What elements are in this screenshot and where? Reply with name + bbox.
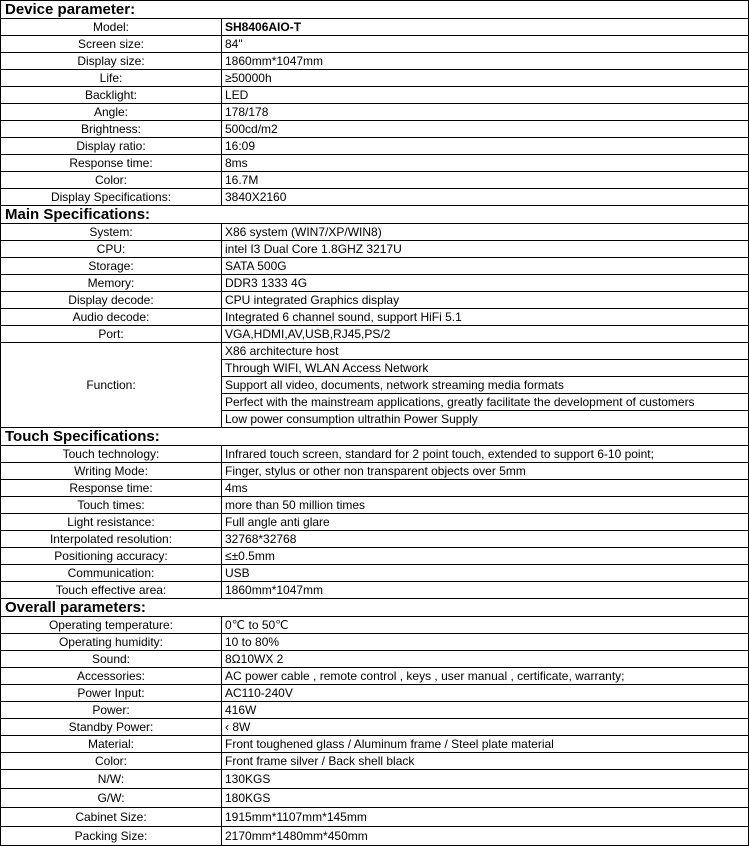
table-row (1, 514, 749, 531)
table-row (1, 275, 749, 292)
table-row (1, 155, 749, 172)
spec-value: Front frame silver / Back shell black (222, 753, 749, 770)
table-row (1, 480, 749, 497)
table-row (1, 292, 749, 309)
spec-value: AC power cable , remote control , keys , user manual , certificate, warranty; (222, 668, 749, 685)
section-title: Main Specifications: (1, 206, 749, 224)
spec-value: AC110-240V (222, 685, 749, 702)
table-row (1, 719, 749, 736)
spec-value: Through WIFI, WLAN Access Network (222, 360, 749, 377)
table-row (1, 702, 749, 719)
spec-value: 180KGS (222, 789, 749, 808)
spec-value: CPU integrated Graphics display (222, 292, 749, 309)
spec-label: Power Input: (1, 685, 222, 702)
spec-label: CPU: (1, 241, 222, 258)
spec-value: ≤±0.5mm (222, 548, 749, 565)
table-row (1, 548, 749, 565)
table-row (1, 446, 749, 463)
spec-value: DDR3 1333 4G (222, 275, 749, 292)
table-row (1, 19, 749, 36)
spec-value: 500cd/m2 (222, 121, 749, 138)
spec-label: Screen size: (1, 36, 222, 53)
spec-label: Standby Power: (1, 719, 222, 736)
table-row (1, 808, 749, 827)
spec-value: 8ms (222, 155, 749, 172)
spec-label: Port: (1, 326, 222, 343)
table-row (1, 789, 749, 808)
spec-value: 32768*32768 (222, 531, 749, 548)
spec-label: Life: (1, 70, 222, 87)
table-row (1, 736, 749, 753)
spec-value: 130KGS (222, 770, 749, 789)
table-row (1, 770, 749, 789)
spec-label: Power: (1, 702, 222, 719)
table-row (1, 343, 749, 360)
spec-value: 1860mm*1047mm (222, 582, 749, 599)
table-row (1, 753, 749, 770)
spec-label: G/W: (1, 789, 222, 808)
spec-label: Positioning accuracy: (1, 548, 222, 565)
spec-value: SATA 500G (222, 258, 749, 275)
spec-label: Audio decode: (1, 309, 222, 326)
table-row (1, 36, 749, 53)
table-row (1, 634, 749, 651)
table-row (1, 497, 749, 514)
spec-label: Function: (1, 343, 222, 428)
spec-value: VGA,HDMI,AV,USB,RJ45,PS/2 (222, 326, 749, 343)
spec-label: Material: (1, 736, 222, 753)
spec-value: 84" (222, 36, 749, 53)
spec-value: X86 architecture host (222, 343, 749, 360)
table-row (1, 463, 749, 480)
spec-value: 10 to 80% (222, 634, 749, 651)
table-row (1, 104, 749, 121)
spec-label: Response time: (1, 155, 222, 172)
spec-value: LED (222, 87, 749, 104)
spec-value: Front toughened glass / Aluminum frame / Steel plate material (222, 736, 749, 753)
spec-label: Color: (1, 753, 222, 770)
table-row (1, 87, 749, 104)
table-row (1, 241, 749, 258)
spec-value: 16:09 (222, 138, 749, 155)
spec-label: Angle: (1, 104, 222, 121)
spec-value: Perfect with the mainstream applications, greatly facilitate the development of customers (222, 394, 749, 411)
spec-value: intel I3 Dual Core 1.8GHZ 3217U (222, 241, 749, 258)
table-row (1, 617, 749, 634)
spec-value: Integrated 6 channel sound, support HiFi 5.1 (222, 309, 749, 326)
spec-label: Backlight: (1, 87, 222, 104)
table-row (1, 651, 749, 668)
table-row (1, 827, 749, 846)
spec-value: 2170mm*1480mm*450mm (222, 827, 749, 846)
section-title: Touch Specifications: (1, 428, 749, 446)
spec-value: 416W (222, 702, 749, 719)
section-title: Overall parameters: (1, 599, 749, 617)
spec-value: 3840X2160 (222, 189, 749, 206)
spec-value: 16.7M (222, 172, 749, 189)
section-header-row (1, 428, 749, 446)
spec-value: Full angle anti glare (222, 514, 749, 531)
spec-value: 4ms (222, 480, 749, 497)
spec-label: Accessories: (1, 668, 222, 685)
spec-value: USB (222, 565, 749, 582)
spec-value: SH8406AIO-T (222, 19, 749, 36)
spec-value: more than 50 million times (222, 497, 749, 514)
spec-label: Touch effective area: (1, 582, 222, 599)
spec-label: Operating temperature: (1, 617, 222, 634)
spec-value: ≥50000h (222, 70, 749, 87)
spec-label: Storage: (1, 258, 222, 275)
spec-value: Infrared touch screen, standard for 2 point touch, extended to support 6-10 point; (222, 446, 749, 463)
spec-label: Touch technology: (1, 446, 222, 463)
spec-value: 8Ω10WX 2 (222, 651, 749, 668)
spec-value: 1860mm*1047mm (222, 53, 749, 70)
table-row (1, 685, 749, 702)
spec-value: Low power consumption ultrathin Power Supply (222, 411, 749, 428)
spec-label: Operating humidity: (1, 634, 222, 651)
table-row (1, 224, 749, 241)
table-row (1, 53, 749, 70)
table-row (1, 668, 749, 685)
table-row (1, 582, 749, 599)
table-row (1, 309, 749, 326)
table-row (1, 531, 749, 548)
spec-label: Display size: (1, 53, 222, 70)
spec-label: Writing Mode: (1, 463, 222, 480)
spec-label: System: (1, 224, 222, 241)
spec-label: Response time: (1, 480, 222, 497)
spec-label: Interpolated resolution: (1, 531, 222, 548)
spec-value: ‹ 8W (222, 719, 749, 736)
spec-label: Model: (1, 19, 222, 36)
section-header-row (1, 206, 749, 224)
spec-value: Finger, stylus or other non transparent objects over 5mm (222, 463, 749, 480)
spec-value: 1915mm*1107mm*145mm (222, 808, 749, 827)
section-header-row (1, 599, 749, 617)
spec-value: X86 system (WIN7/XP/WIN8) (222, 224, 749, 241)
spec-label: Color: (1, 172, 222, 189)
spec-label: Sound: (1, 651, 222, 668)
table-row (1, 189, 749, 206)
spec-label: Light resistance: (1, 514, 222, 531)
spec-value: Support all video, documents, network streaming media formats (222, 377, 749, 394)
spec-label: Display ratio: (1, 138, 222, 155)
table-row (1, 121, 749, 138)
spec-label: N/W: (1, 770, 222, 789)
spec-label: Brightness: (1, 121, 222, 138)
table-row (1, 70, 749, 87)
spec-value: 0℃ to 50℃ (222, 617, 749, 634)
table-row (1, 326, 749, 343)
spec-label: Touch times: (1, 497, 222, 514)
spec-label: Memory: (1, 275, 222, 292)
spec-value: 178/178 (222, 104, 749, 121)
table-row (1, 138, 749, 155)
spec-label: Display Specifications: (1, 189, 222, 206)
spec-label: Display decode: (1, 292, 222, 309)
table-row (1, 258, 749, 275)
spec-label: Cabinet Size: (1, 808, 222, 827)
spec-label: Packing Size: (1, 827, 222, 846)
section-title: Device parameter: (1, 1, 749, 19)
table-row (1, 172, 749, 189)
table-row (1, 565, 749, 582)
spec-label: Communication: (1, 565, 222, 582)
section-header-row (1, 1, 749, 19)
